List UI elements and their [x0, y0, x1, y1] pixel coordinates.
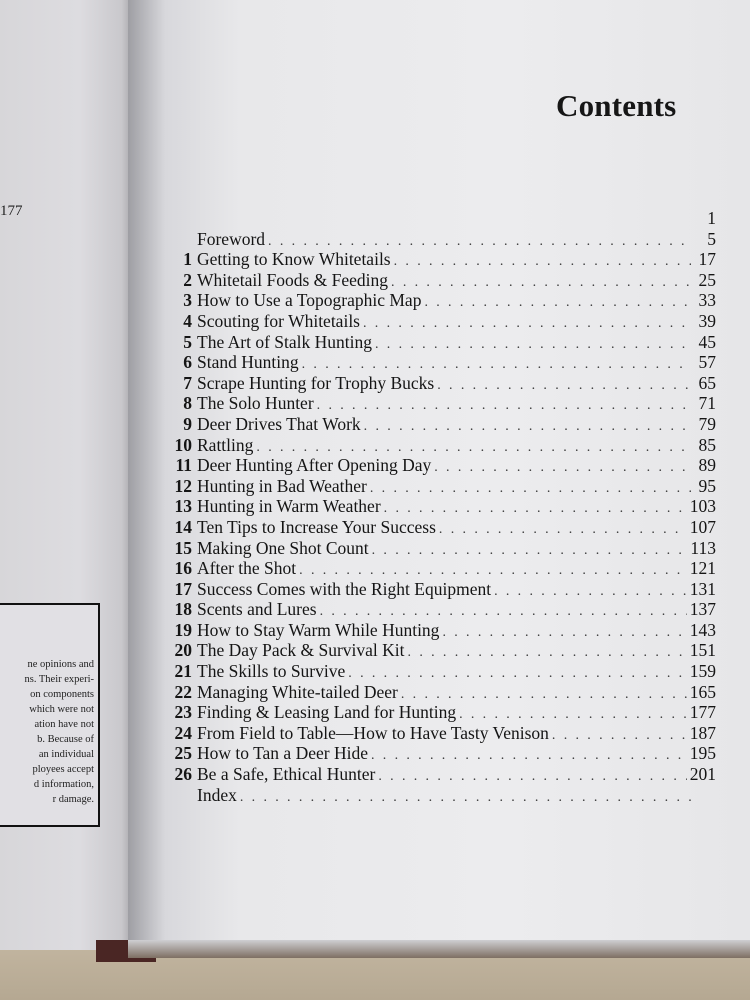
toc-chapter-title: The Art of Stalk Hunting	[197, 331, 372, 352]
toc-page-number: 17	[698, 249, 716, 270]
toc-chapter-number: 7	[183, 372, 192, 393]
toc-page-number: 25	[698, 269, 716, 290]
toc-page-number: 71	[698, 393, 716, 414]
toc-page-number: 89	[698, 455, 716, 476]
notice-line: ns. Their experi-	[24, 674, 94, 685]
toc-leader-dots	[437, 376, 691, 397]
toc-chapter-number: 13	[174, 496, 192, 517]
toc-page-number: 143	[689, 619, 716, 640]
toc-page-number: 113	[690, 537, 716, 558]
toc-leader-dots	[391, 273, 691, 294]
toc-chapter-number: 22	[174, 681, 192, 702]
toc-entry	[160, 640, 716, 661]
toc-chapter-number: 21	[174, 661, 192, 682]
toc-page-number: 85	[698, 434, 716, 455]
toc-entry	[160, 373, 716, 394]
toc-chapter-title: Rattling	[197, 434, 254, 455]
toc-chapter-title: Foreword	[197, 228, 266, 249]
left-page-number: 177	[0, 203, 23, 219]
toc-entry	[160, 661, 716, 682]
toc-entry	[160, 290, 716, 311]
toc-leader-dots	[552, 726, 687, 747]
toc-page-number: 159	[689, 661, 716, 682]
toc-entry	[160, 620, 716, 641]
toc-entry	[160, 558, 716, 579]
toc-chapter-number: 18	[174, 599, 192, 620]
table-of-contents	[160, 208, 716, 805]
toc-page-number: 45	[698, 331, 716, 352]
page-title: Contents	[556, 88, 677, 123]
toc-page-number: 65	[698, 372, 716, 393]
toc-chapter-number: 24	[174, 722, 192, 743]
toc-chapter-number: 2	[183, 269, 192, 290]
toc-page-number: 187	[689, 722, 716, 743]
toc-chapter-number: 6	[183, 352, 192, 373]
toc-leader-dots	[375, 335, 691, 356]
toc-chapter-number: 26	[174, 764, 192, 785]
notice-line: b. Because of	[37, 734, 94, 745]
toc-chapter-number: 1	[183, 249, 192, 270]
toc-leader-dots	[348, 664, 686, 685]
toc-entry	[160, 538, 716, 559]
toc-chapter-title: After the Shot	[197, 558, 297, 579]
toc-leader-dots	[394, 252, 691, 273]
toc-chapter-title: The Day Pack & Survival Kit	[197, 640, 405, 661]
toc-entry	[160, 393, 716, 414]
toc-chapter-number: 20	[174, 640, 192, 661]
toc-page-number: 151	[689, 640, 716, 661]
toc-chapter-title: The Solo Hunter	[197, 393, 314, 414]
toc-page-number: 103	[689, 496, 716, 517]
toc-entry	[160, 496, 716, 517]
toc-leader-dots	[494, 582, 687, 603]
toc-leader-dots	[370, 479, 691, 500]
toc-page-number: 131	[689, 578, 716, 599]
toc-chapter-number: 14	[174, 516, 192, 537]
toc-entry	[160, 579, 716, 600]
page-edge	[128, 940, 750, 958]
toc-chapter-title: Making One Shot Count	[197, 537, 369, 558]
toc-entry	[160, 517, 716, 538]
toc-entry	[160, 476, 716, 497]
toc-chapter-title: Managing White-tailed Deer	[197, 681, 398, 702]
notice-line: an individual	[38, 749, 94, 760]
notice-line: r damage.	[52, 794, 94, 805]
toc-chapter-title: Hunting in Bad Weather	[197, 475, 367, 496]
toc-entry	[160, 764, 716, 785]
notice-line: ne opinions and	[27, 659, 94, 670]
toc-chapter-number: 19	[174, 619, 192, 640]
toc-leader-dots	[378, 767, 686, 788]
toc-leader-dots	[364, 417, 691, 438]
toc-leader-dots	[363, 314, 691, 335]
toc-chapter-title: From Field to Table—How to Have Tasty Venison	[197, 722, 549, 743]
toc-entry	[160, 229, 716, 250]
toc-page-number: 177	[689, 702, 716, 723]
toc-chapter-number: 10	[174, 434, 192, 455]
toc-entry	[160, 332, 716, 353]
toc-chapter-number: 9	[183, 413, 192, 434]
toc-entry	[160, 435, 716, 456]
toc-leader-dots	[434, 458, 691, 479]
toc-chapter-title: Success Comes with the Right Equipment	[197, 578, 492, 599]
toc-chapter-number: 4	[183, 310, 192, 331]
toc-chapter-title: Scouting for Whitetails	[197, 310, 360, 331]
toc-entry	[160, 682, 716, 703]
toc-entry	[160, 270, 716, 291]
toc-leader-dots	[439, 520, 687, 541]
toc-chapter-number: 15	[174, 537, 192, 558]
toc-page-number: 195	[689, 743, 716, 764]
toc-leader-dots	[240, 788, 691, 809]
toc-chapter-title: The Skills to Survive	[197, 661, 346, 682]
toc-page-number: 201	[689, 764, 716, 785]
toc-leader-dots	[442, 623, 686, 644]
toc-leader-dots	[372, 541, 688, 562]
toc-chapter-title: Whitetail Foods & Feeding	[197, 269, 389, 290]
toc-entry	[160, 455, 716, 476]
toc-page-number: 137	[689, 599, 716, 620]
toc-chapter-number: 11	[175, 455, 192, 476]
toc-entry	[160, 311, 716, 332]
toc-entry	[160, 743, 716, 764]
notice-line: ployees accept	[32, 764, 94, 775]
toc-page-number: 33	[698, 290, 716, 311]
toc-page-number: 57	[698, 352, 716, 373]
toc-chapter-number: 8	[183, 393, 192, 414]
toc-chapter-title: Be a Safe, Ethical Hunter	[197, 764, 376, 785]
toc-entry	[160, 785, 716, 806]
notice-box	[0, 603, 100, 827]
toc-leader-dots	[408, 643, 687, 664]
notice-line: d information,	[33, 779, 94, 790]
toc-chapter-number: 16	[174, 558, 192, 579]
toc-entry	[160, 414, 716, 435]
toc-leader-dots	[317, 396, 691, 417]
toc-entry	[160, 599, 716, 620]
toc-chapter-number: 5	[183, 331, 192, 352]
toc-chapter-title: How to Tan a Deer Hide	[197, 743, 368, 764]
notice-text	[0, 657, 94, 807]
toc-entry	[160, 352, 716, 373]
toc-chapter-title: Index	[197, 784, 237, 805]
toc-page-number: 39	[698, 310, 716, 331]
toc-chapter-title: Ten Tips to Increase Your Success	[197, 516, 436, 537]
toc-chapter-title: Scrape Hunting for Trophy Bucks	[197, 372, 435, 393]
toc-chapter-title: Deer Hunting After Opening Day	[197, 455, 432, 476]
toc-entry	[160, 723, 716, 744]
toc-entry	[160, 702, 716, 723]
notice-line: on components	[30, 689, 94, 700]
notice-line: which were not	[29, 704, 94, 715]
toc-chapter-number: 17	[174, 578, 192, 599]
notice-line: ation have not	[34, 719, 94, 730]
toc-chapter-number: 23	[174, 702, 192, 723]
toc-page-number: 121	[689, 558, 716, 579]
toc-page-number: 5	[707, 228, 716, 249]
toc-chapter-title: How to Stay Warm While Hunting	[197, 619, 440, 640]
toc-leader-dots	[371, 746, 687, 767]
toc-first-page-row	[160, 208, 716, 229]
toc-chapter-number: 25	[174, 743, 192, 764]
toc-chapter-title: Deer Drives That Work	[197, 413, 361, 434]
toc-chapter-title: Getting to Know Whitetails	[197, 249, 391, 270]
toc-leader-dots	[424, 293, 691, 314]
toc-chapter-number: 12	[174, 475, 192, 496]
left-page	[0, 0, 132, 950]
toc-chapter-title: Hunting in Warm Weather	[197, 496, 381, 517]
toc-chapter-title: Finding & Leasing Land for Hunting	[197, 702, 457, 723]
toc-chapter-title: Stand Hunting	[197, 352, 299, 373]
toc-first-page-number: 1	[707, 208, 716, 228]
toc-chapter-number: 3	[183, 290, 192, 311]
toc-page-number: 79	[698, 413, 716, 434]
toc-chapter-title: How to Use a Topographic Map	[197, 290, 422, 311]
toc-entry	[160, 249, 716, 270]
toc-page-number: 165	[689, 681, 716, 702]
toc-page-number: 95	[698, 475, 716, 496]
toc-page-number: 107	[689, 516, 716, 537]
toc-chapter-title: Scents and Lures	[197, 599, 317, 620]
